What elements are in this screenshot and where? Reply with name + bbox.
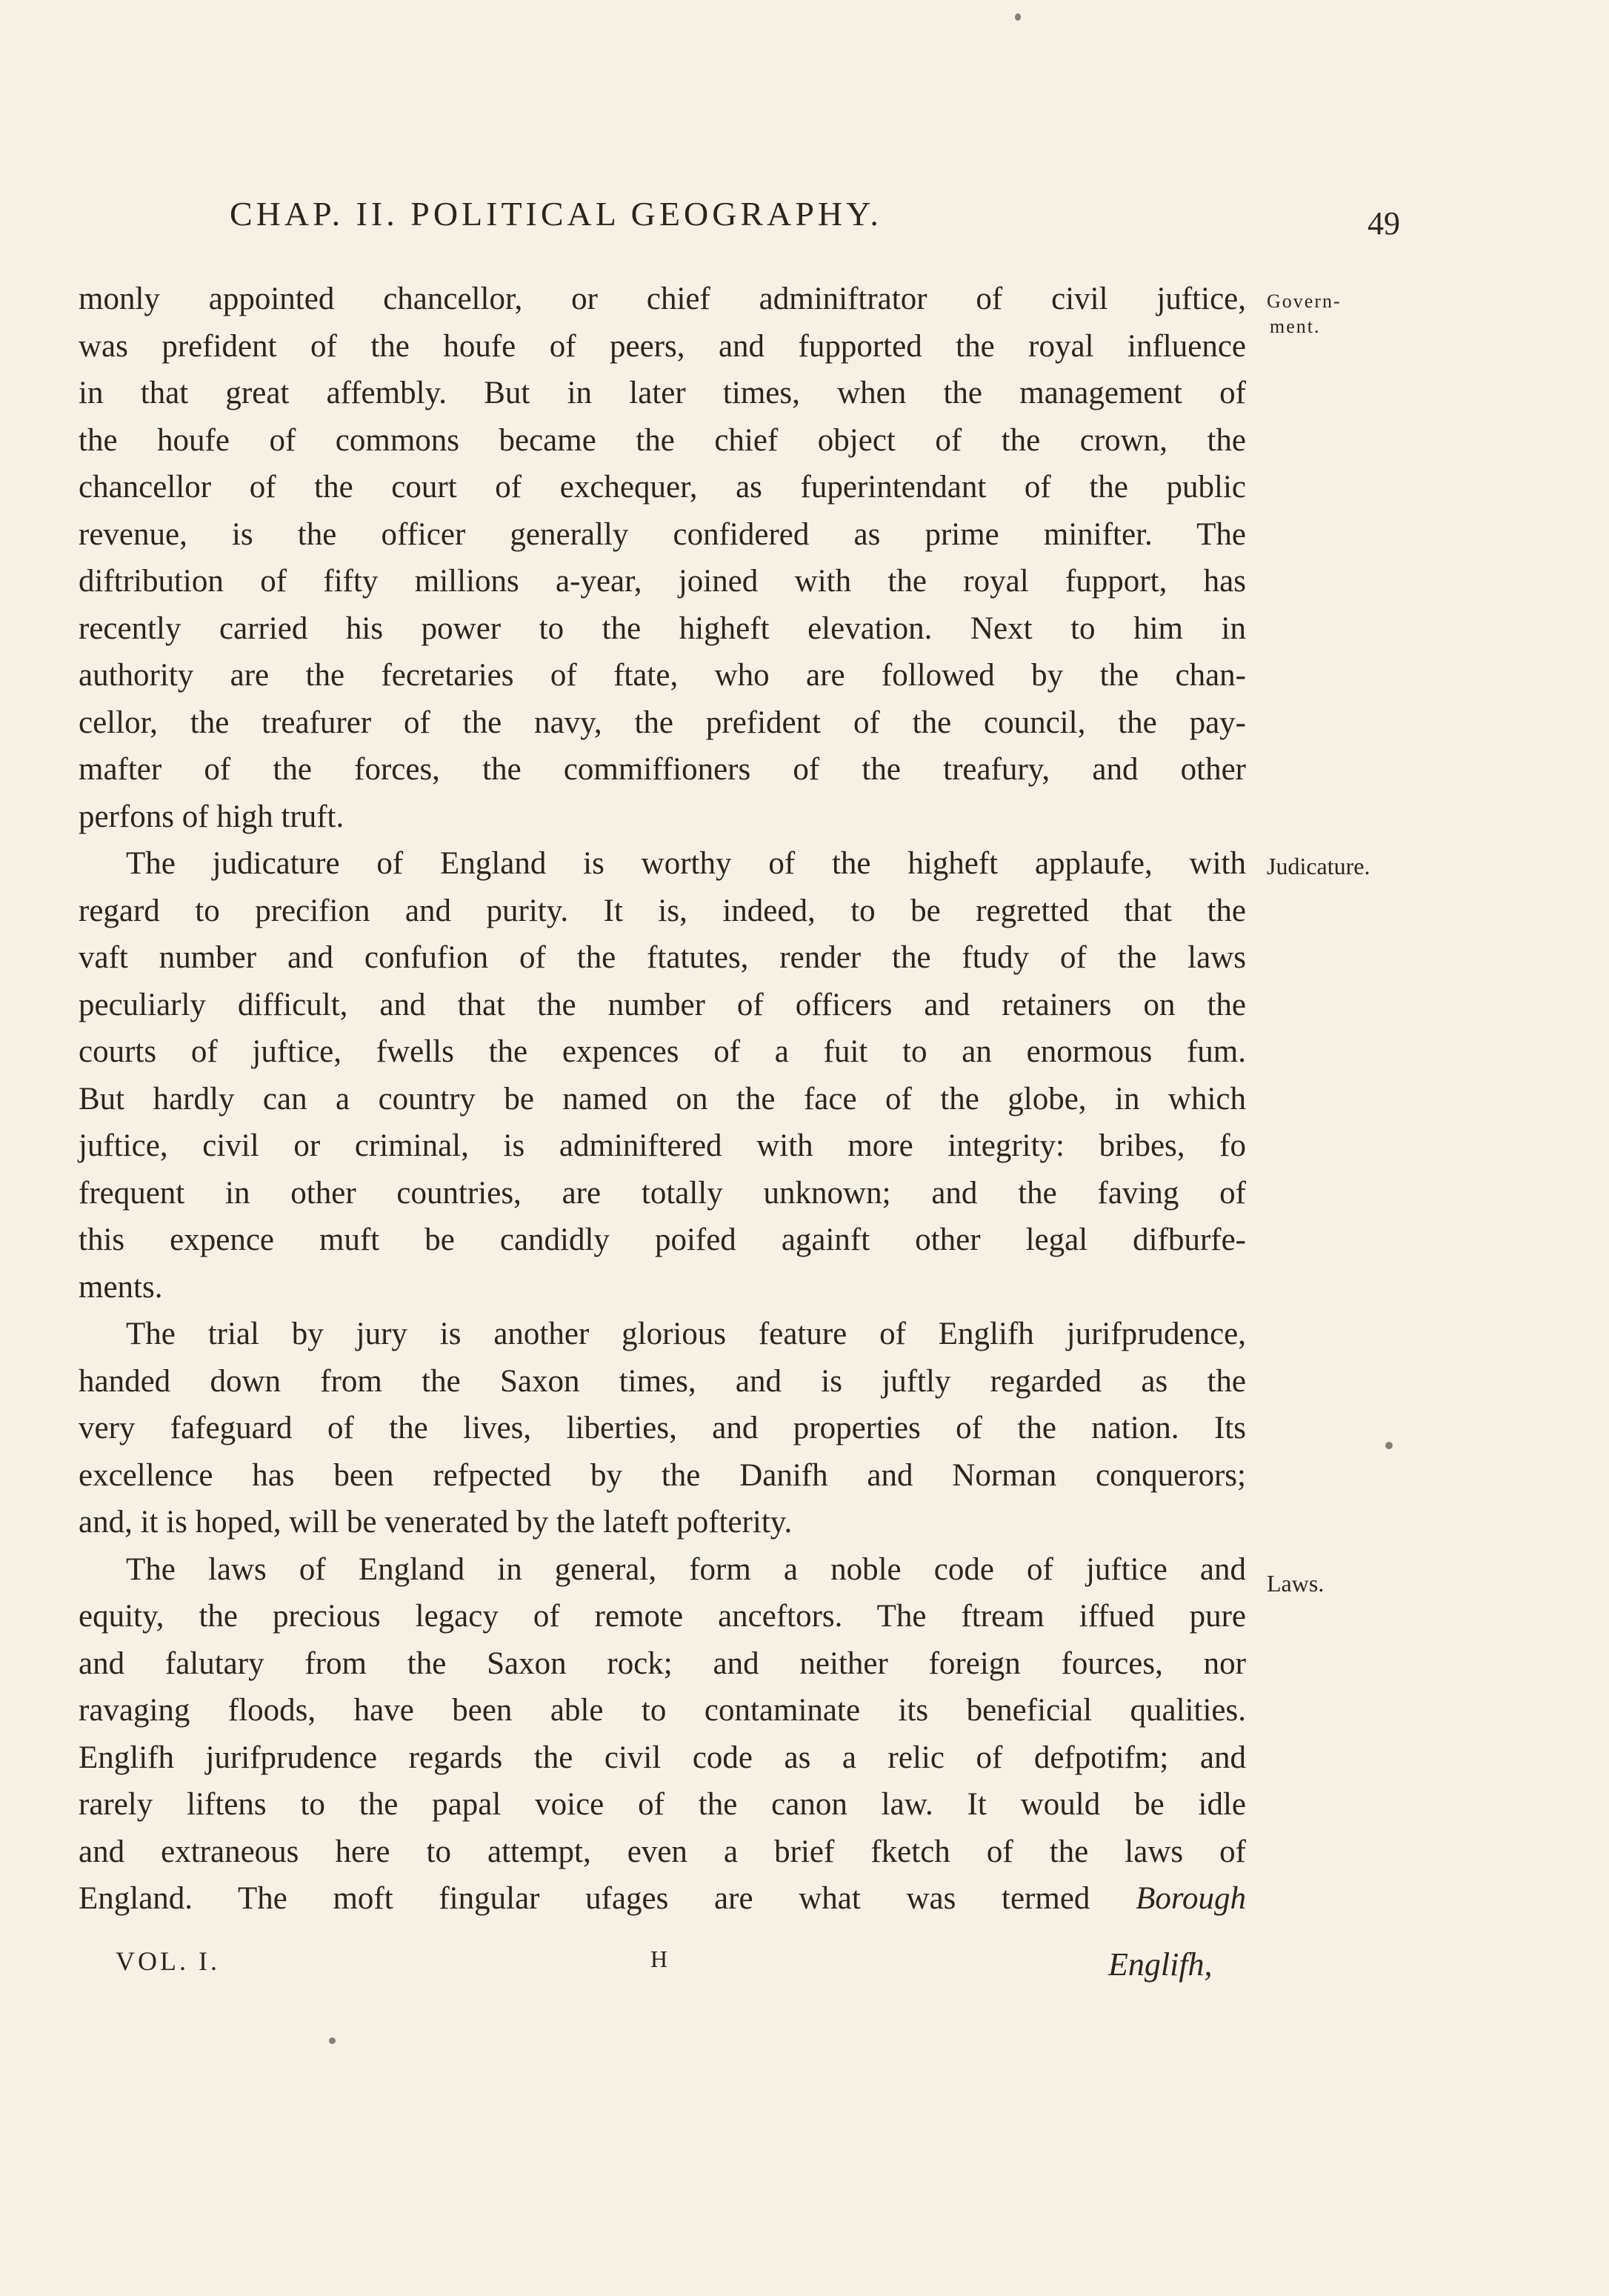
paragraph-first-line: The laws of England in general, form a noble code of juftice and bbox=[126, 1551, 1246, 1587]
paper-speck bbox=[1385, 1442, 1393, 1449]
text-line: monly appointed chancellor, or chief adminiftrator of civil juftice, bbox=[79, 282, 1246, 316]
text-line: this expence muft be candidly poifed againft other legal difburfe- bbox=[79, 1222, 1246, 1257]
paper-speck bbox=[1015, 13, 1021, 21]
text-line: cellor, the treafurer of the navy, the prefident of the council, the pay- bbox=[79, 705, 1246, 740]
text-line: recently carried his power to the higheft elevation. Next to him in bbox=[79, 610, 1246, 646]
text-line: juftice, civil or criminal, is adminiftered with more integrity: bribes, fo bbox=[79, 1128, 1246, 1163]
paper-speck bbox=[329, 2037, 336, 2044]
margin-note-government-line: Govern- bbox=[1267, 290, 1342, 312]
running-title: CHAP. II. POLITICAL GEOGRAPHY. bbox=[230, 195, 882, 233]
text-line: rarely liftens to the papal voice of the canon law. It would be idle bbox=[79, 1787, 1246, 1822]
text-line-last-roman: England. The moft fingular ufages are what was termed bbox=[79, 1881, 1090, 1916]
margin-note-judicature: Judicature. bbox=[1267, 853, 1370, 879]
text-line: ravaging floods, have been able to contaminate its beneficial qualities. bbox=[79, 1693, 1246, 1728]
footer-signature-mark: H bbox=[650, 1946, 668, 1972]
text-line: But hardly can a country be named on the face of the globe, in which bbox=[79, 1081, 1246, 1117]
text-line: diftribution of fifty millions a-year, joined with the royal fupport, has bbox=[79, 564, 1246, 599]
paragraph-first-line: The trial by jury is another glorious feature of Englifh jurifprudence, bbox=[126, 1317, 1246, 1351]
text-line: Englifh jurifprudence regards the civil code as a relic of defpotifm; and bbox=[79, 1740, 1246, 1775]
text-line: very fafeguard of the lives, liberties, and properties of the nation. Its bbox=[79, 1411, 1246, 1445]
text-line: was prefident of the houfe of peers, and fupported the royal influence bbox=[79, 328, 1246, 364]
margin-note-laws: Laws. bbox=[1267, 1570, 1325, 1597]
text-line: mafter of the forces, the commiffioners of the treafury, and other bbox=[79, 752, 1246, 787]
text-line: courts of juftice, fwells the expences of a fuit to an enormous fum. bbox=[79, 1034, 1246, 1069]
text-line: and extraneous here to attempt, even a brief fketch of the laws of bbox=[79, 1834, 1246, 1869]
margin-note-government-line: ment. bbox=[1270, 316, 1321, 337]
text-line: and, it is hoped, will be venerated by the lateft pofterity. bbox=[79, 1505, 793, 1540]
text-line: chancellor of the court of exchequer, as fuperintendant of the public bbox=[79, 470, 1246, 505]
text-line: frequent in other countries, are totally unknown; and the faving of bbox=[79, 1175, 1246, 1211]
margin-note-government bbox=[1267, 289, 1342, 339]
text-line-last bbox=[79, 1875, 1246, 1923]
text-line: the houfe of commons became the chief object of the crown, the bbox=[79, 422, 1246, 458]
text-line: and falutary from the Saxon rock; and neither foreign fources, nor bbox=[79, 1646, 1246, 1681]
text-line: peculiarly difficult, and that the number of officers and retainers on the bbox=[79, 987, 1246, 1022]
text-line: regard to precifion and purity. It is, indeed, to be regretted that the bbox=[79, 893, 1246, 928]
text-line: revenue, is the officer generally confidered as prime minifter. The bbox=[79, 516, 1246, 552]
text-line: equity, the precious legacy of remote anceftors. The ftream iffued pure bbox=[79, 1599, 1246, 1634]
text-line: authority are the fecretaries of ftate, who are followed by the chan- bbox=[79, 658, 1246, 693]
text-line: vaft number and confufion of the ftatutes, render the ftudy of the laws bbox=[79, 940, 1246, 975]
text-line: in that great affembly. But in later times, when the management of bbox=[79, 376, 1246, 410]
paragraph-first-line: The judicature of England is worthy of the higheft applaufe, with bbox=[126, 846, 1246, 881]
page-number: 49 bbox=[1368, 205, 1400, 242]
text-line: excellence has been refpected by the Danifh and Norman conquerors; bbox=[79, 1457, 1246, 1493]
footer-catchword: Englifh, bbox=[1108, 1946, 1213, 1983]
italic-word-borough: Borough bbox=[1136, 1881, 1247, 1916]
body-text bbox=[79, 276, 1246, 1923]
footer-volume: VOL. I. bbox=[116, 1946, 220, 1976]
text-line: perfons of high truft. bbox=[79, 799, 344, 834]
text-line: handed down from the Saxon times, and is juftly regarded as the bbox=[79, 1363, 1246, 1399]
text-line: ments. bbox=[79, 1269, 163, 1305]
